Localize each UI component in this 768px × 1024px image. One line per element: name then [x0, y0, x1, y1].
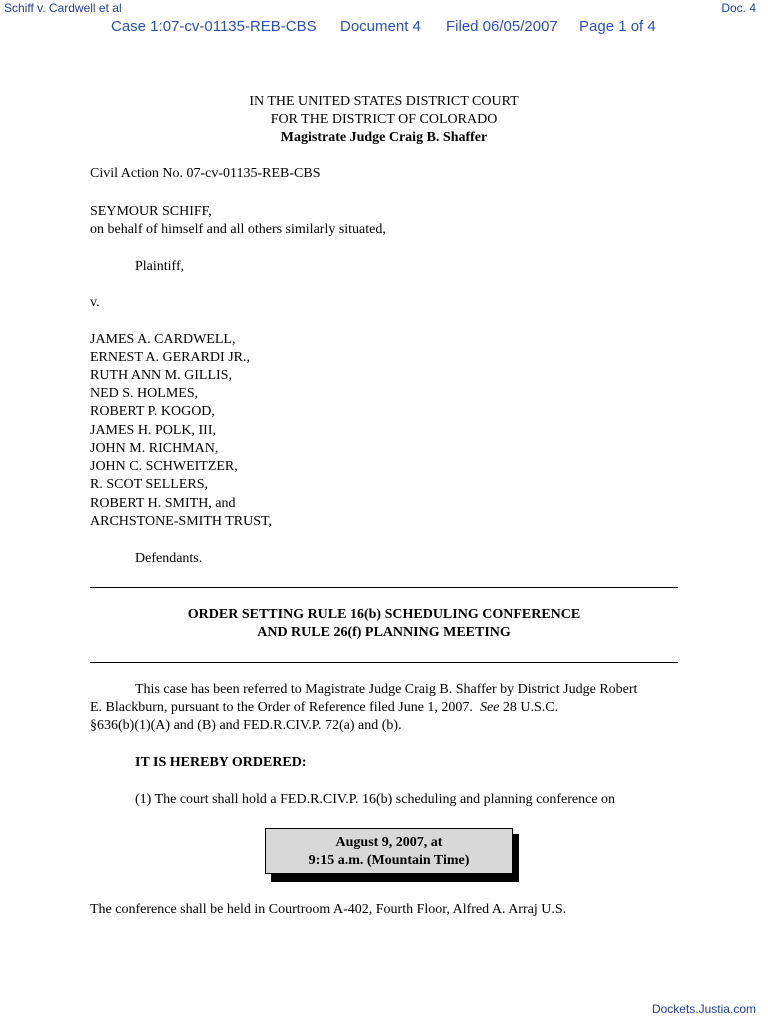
divider-bottom — [90, 662, 678, 663]
doc-number-link[interactable]: Doc. 4 — [721, 1, 756, 15]
civil-action-number: Civil Action No. 07-cv-01135-REB-CBS — [90, 166, 321, 181]
filing-document: Document 4 — [340, 18, 421, 35]
defendant-name: ROBERT H. SMITH, and — [90, 496, 236, 511]
body-para1-line2 — [90, 700, 558, 716]
plaintiff-on-behalf: on behalf of himself and all others similarly situated, — [90, 222, 386, 237]
ordered-heading: IT IS HEREBY ORDERED: — [135, 755, 307, 770]
filing-page: Page 1 of 4 — [579, 18, 656, 35]
divider-top — [90, 587, 678, 588]
see-citation: See — [479, 700, 500, 715]
para1-line2-text-b: 28 U.S.C. — [499, 700, 559, 715]
court-district: FOR THE DISTRICT OF COLORADO — [270, 112, 498, 127]
defendant-name: R. SCOT SELLERS, — [90, 477, 208, 492]
conference-location: The conference shall be held in Courtroom A-402, Fourth Floor, Alfred A. Arraj U.S. — [90, 902, 567, 917]
defendant-name: ROBERT P. KOGOD, — [90, 404, 215, 419]
justia-footer-link[interactable]: Dockets.Justia.com — [651, 1002, 756, 1016]
conference-date-box — [265, 828, 513, 874]
court-name: IN THE UNITED STATES DISTRICT COURT — [249, 94, 519, 109]
body-para1-line1: This case has been referred to Magistrate Judge Craig B. Shaffer by District Judge Robert — [135, 682, 638, 697]
order-item-1: (1) The court shall hold a FED.R.CIV.P. 16(b) scheduling and planning conference on — [135, 792, 616, 807]
body-para1-line3: §636(b)(1)(A) and (B) and FED.R.CIV.P. 72(a) and (b). — [90, 718, 402, 733]
defendant-name: JAMES A. CARDWELL, — [90, 332, 236, 347]
defendant-name: JAMES H. POLK, III, — [90, 423, 216, 438]
conference-time: 9:15 a.m. (Mountain Time) — [308, 853, 470, 868]
conference-date: August 9, 2007, at — [335, 835, 443, 850]
defendant-name: RUTH ANN M. GILLIS, — [90, 368, 232, 383]
defendant-name: ERNEST A. GERARDI JR., — [90, 350, 250, 365]
filing-case-number: Case 1:07-cv-01135-REB-CBS — [111, 18, 317, 35]
para1-line2-text-a: E. Blackburn, pursuant to the Order of Reference filed June 1, 2007. — [90, 700, 480, 715]
defendant-name: ARCHSTONE-SMITH TRUST, — [90, 514, 273, 529]
defendant-name: JOHN M. RICHMAN, — [90, 441, 219, 456]
filing-date: Filed 06/05/2007 — [446, 18, 558, 35]
case-title-link[interactable]: Schiff v. Cardwell et al — [4, 1, 122, 15]
defendants-role: Defendants. — [135, 551, 203, 566]
plaintiff-role: Plaintiff, — [135, 259, 185, 274]
versus: v. — [90, 295, 100, 310]
defendant-name: NED S. HOLMES, — [90, 386, 199, 401]
defendant-name: JOHN C. SCHWEITZER, — [90, 459, 238, 474]
order-title-line1: ORDER SETTING RULE 16(b) SCHEDULING CONFERENCE — [187, 607, 581, 622]
plaintiff-name: SEYMOUR SCHIFF, — [90, 204, 212, 219]
magistrate-judge: Magistrate Judge Craig B. Shaffer — [280, 130, 488, 145]
order-title-line2: AND RULE 26(f) PLANNING MEETING — [257, 625, 511, 640]
